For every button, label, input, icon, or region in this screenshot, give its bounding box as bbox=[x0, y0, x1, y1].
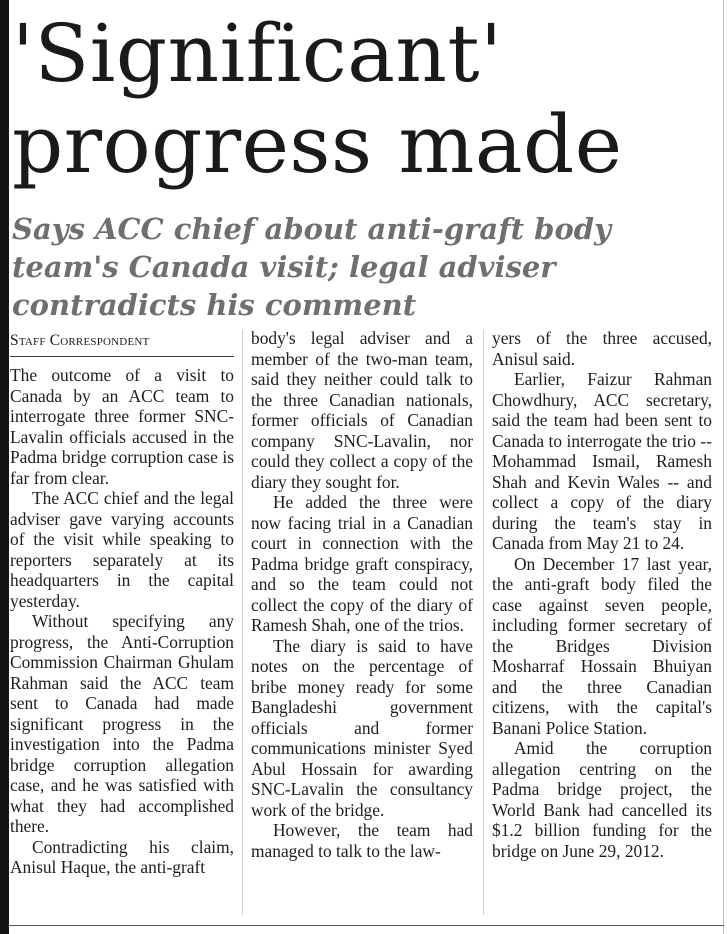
paragraph: The diary is said to have notes on the percentage of bribe money ready for some Bangladeshi government officials and former communications minister Syed Abul Hossain for awarding SNC-Lavalin the consultancy work of the bridge. bbox=[251, 635, 473, 820]
byline: Staff Correspondent bbox=[10, 332, 234, 357]
subheadline-line-1: Says ACC chief about anti-graft body bbox=[12, 212, 611, 246]
paragraph: Contradicting his claim, Anisul Haque, the anti-graft bbox=[10, 836, 234, 877]
paragraph: The ACC chief and the legal adviser gave varying accounts of the visit while speaking to reporters separately at its headquarters in the capital yesterday. bbox=[10, 488, 234, 611]
column-rule bbox=[483, 330, 484, 915]
article-column-1 bbox=[10, 332, 234, 878]
headline-line-2: progress made bbox=[12, 98, 623, 191]
headline-line-1: 'Significant' bbox=[12, 7, 503, 100]
paragraph: On December 17 last year, the anti-graft body filed the case against seven people, including former secretary of the Bridges Division Mosharraf Hossain Bhuiyan and the three Canadian citizens, with the capital's Banani Police Station. bbox=[492, 553, 712, 738]
paragraph: Amid the corruption allegation centring on the Padma bridge project, the World Bank had cancelled its $1.2 billion funding for the bridge on June 29, 2012. bbox=[492, 738, 712, 861]
paragraph: He added the three were now facing trial in a Canadian court in connection with the Padma bridge graft conspiracy, and so the team could not collect the copy of the diary of Ramesh Shah, one of the trios. bbox=[251, 492, 473, 635]
paragraph: Earlier, Faizur Rahman Chowdhury, ACC secretary, said the team had been sent to Canada to interrogate the trio -- Mohammad Ismail, Ramesh Shah and Kevin Wales -- and collect a copy of the diary during the team's stay in Canada from May 21 to 24. bbox=[492, 369, 712, 553]
article-column-2 bbox=[251, 328, 473, 861]
article-column-3 bbox=[492, 328, 712, 861]
page-edge-bar bbox=[0, 0, 9, 934]
paragraph: The outcome of a visit to Canada by an ACC team to interrogate three former SNC-Lavalin officials accused in the Padma bridge corruption case is far from clear. bbox=[10, 365, 234, 488]
bottom-rule bbox=[9, 925, 724, 926]
subheadline-line-2: team's Canada visit; legal adviser bbox=[12, 250, 556, 284]
paragraph: However, the team had managed to talk to the law- bbox=[251, 820, 473, 861]
page-edge-line bbox=[723, 0, 724, 934]
subheadline bbox=[12, 210, 717, 324]
paragraph: Without specifying any progress, the Anti-Corruption Commission Chairman Ghulam Rahman said the ACC team sent to Canada had made significant progress in the investigation into the Padma bridge corruption allegation case, and he was satisfied with what they had accomplished there. bbox=[10, 611, 234, 836]
subheadline-line-3: contradicts his comment bbox=[12, 288, 417, 322]
headline bbox=[12, 8, 712, 190]
paragraph: yers of the three accused, Anisul said. bbox=[492, 328, 712, 369]
column-rule bbox=[242, 330, 243, 915]
paragraph: body's legal adviser and a member of the two-man team, said they neither could talk to the three Canadian nationals, former officials of Canadian company SNC-Lavalin, nor could they collect a copy of the diary they sought for. bbox=[251, 328, 473, 492]
